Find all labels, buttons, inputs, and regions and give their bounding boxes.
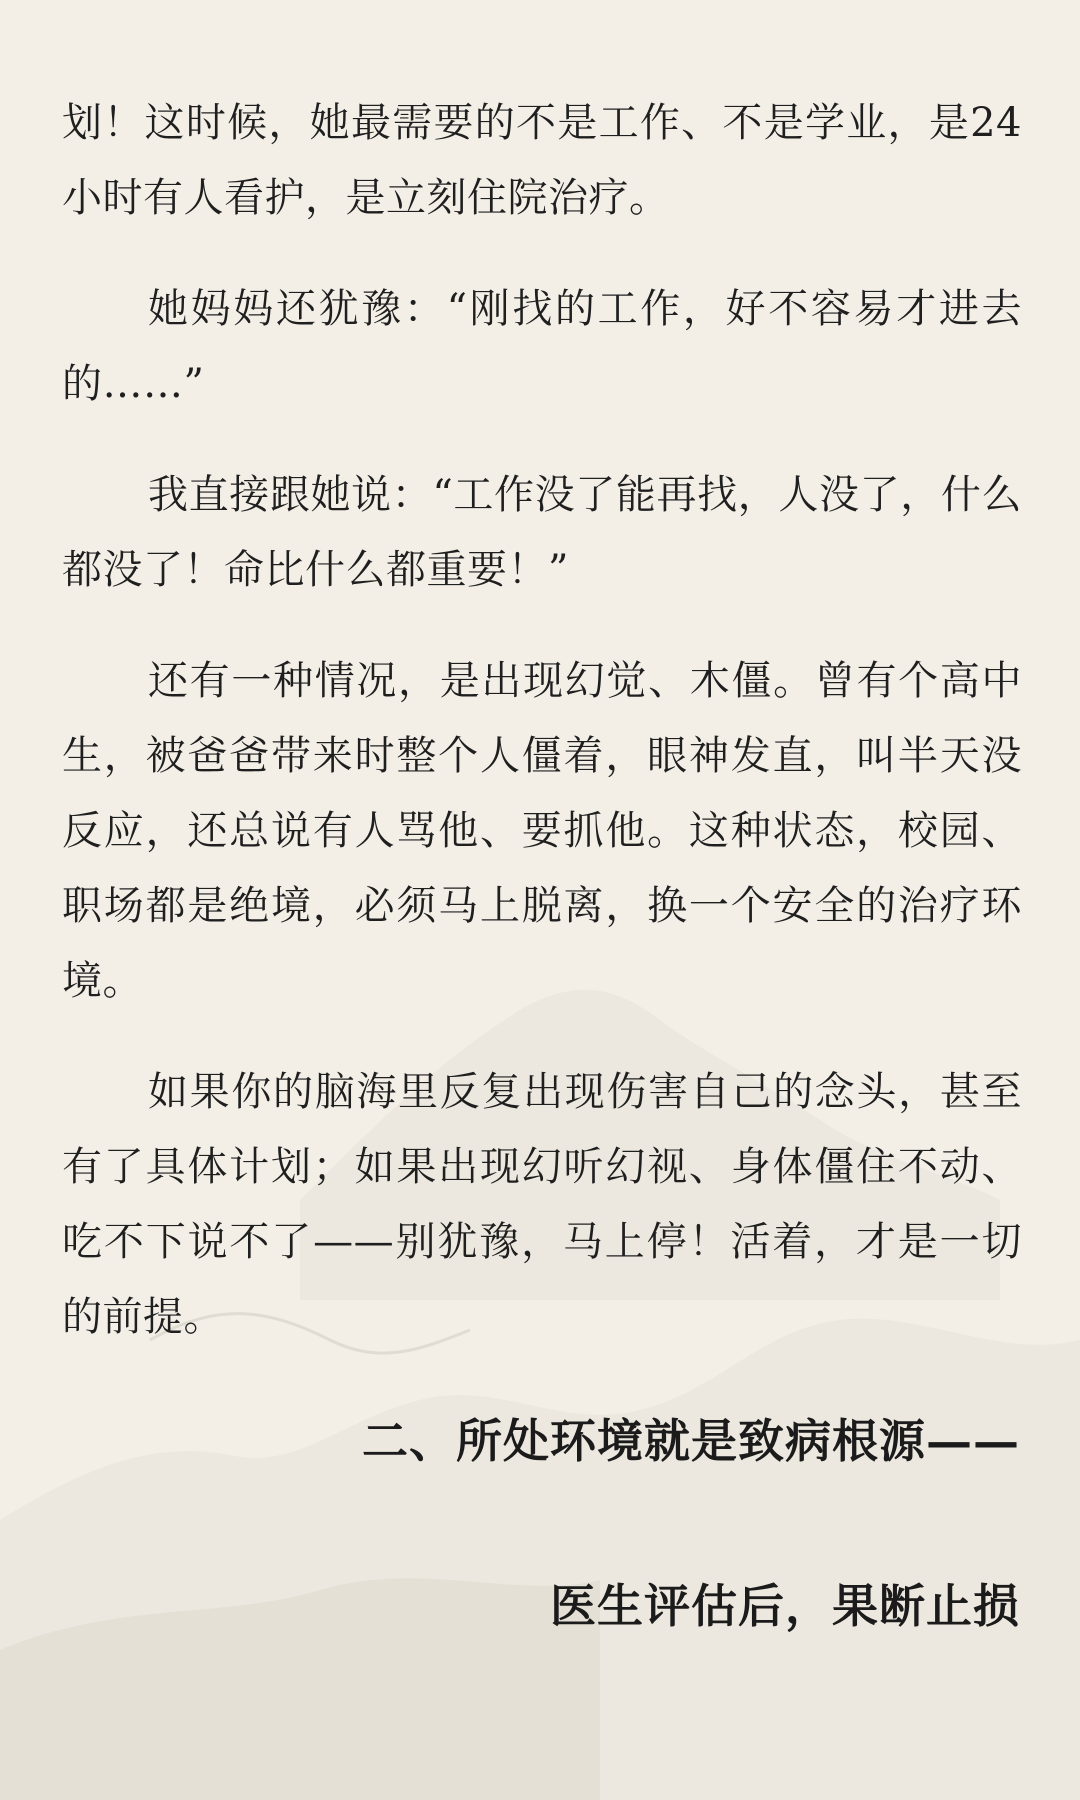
paragraph: 如果你的脑海里反复出现伤害自己的念头，甚至有了具体计划；如果出现幻听幻视、身体僵住不动、吃不下说不了——别犹豫，马上停！活着，才是一切的前提。 — [62, 1069, 1022, 1340]
paragraph: 她妈妈还犹豫：“刚找的工作，好不容易才进去的……” — [62, 286, 1022, 407]
section-heading-line-2: 医生评估后，果断止损 — [550, 1579, 1020, 1633]
section-heading-line-1: 二、所处环境就是致病根源—— — [362, 1414, 1020, 1468]
article-body — [62, 86, 1022, 1391]
paragraph: 我直接跟她说：“工作没了能再找，人没了，什么都没了！命比什么都重要！” — [62, 472, 1022, 593]
paragraph: 还有一种情况，是出现幻觉、木僵。曾有个高中生，被爸爸带来时整个人僵着，眼神发直，叫半天没反应，还总说有人骂他、要抓他。这种状态，校园、职场都是绝境，必须马上脱离，换一个安全的治疗环境。 — [62, 658, 1022, 1004]
paragraph: 划！这时候，她最需要的不是工作、不是学业，是24小时有人看护，是立刻住院治疗。 — [62, 100, 1022, 221]
